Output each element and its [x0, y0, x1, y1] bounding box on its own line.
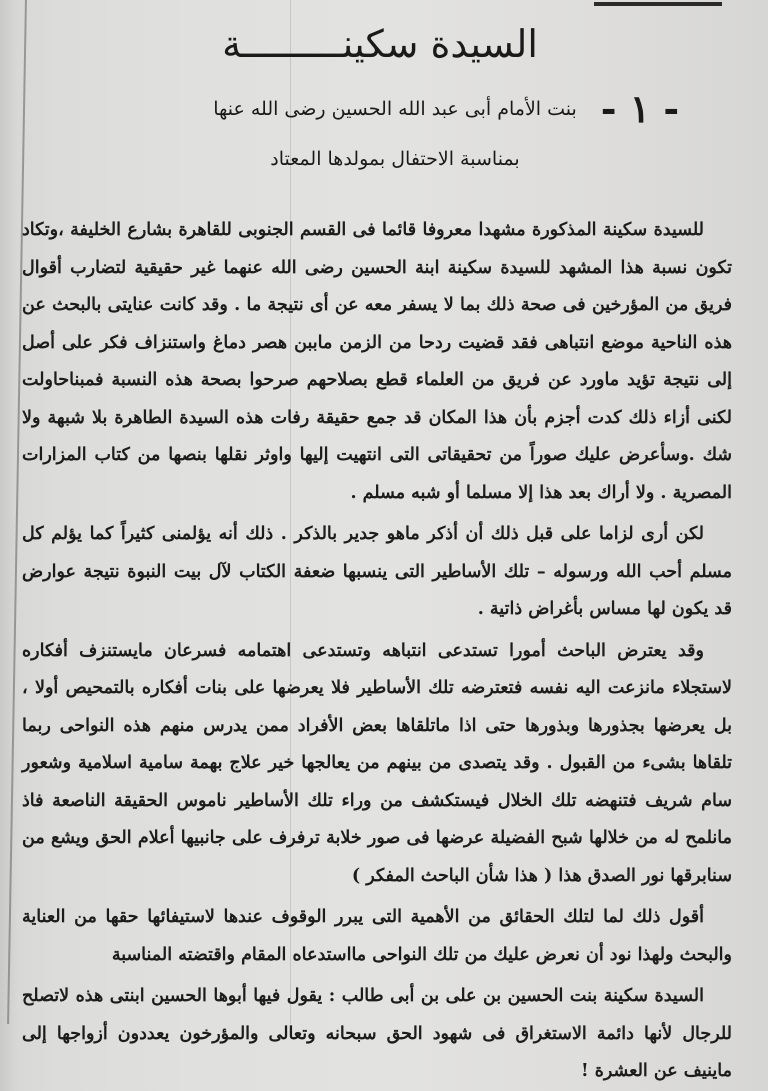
document-body	[22, 212, 732, 1091]
paragraph-4: أقول ذلك لما لتلك الحقائق من الأهمية التى يبرر الوقوف عندها لاستيفائها حقها من العناية والبحث ولهذا نود أن نعرض عليك من تلك النواحى مااستدعاه المقام واقتضته المناسبة	[22, 907, 732, 965]
chapter-number: - ١ -	[600, 86, 680, 131]
paragraph-1: للسيدة سكينة المذكورة مشهدا معروفا قائما فى القسم الجنوبى للقاهرة بشارع الخليفة ،وتكاد تكون نسبة هذا المشهد للسيدة سكينة ابنة الحسين رضى الله عنهما غير حقيقية لتضارب أقوال فريق من المؤرخين فى صحة ذلك بما لا يسفر معه عن أى نتيجة ما . وقد كانت عنايتى بالبحث عن هذه الناحية موضع انتباهى فقد قضيت ردحا من الزمن ماببن هصر دماغ واستنزاف فكر على أصل إلى نتيجة تؤيد ماورد عن فريق من العلماء قطع بصلاحهم صرحوا بصحة هذه النسبة فمبناحاولت لكنى أزاء ذلك كدت أجزم بأن هذا المكان قد جمع حقيقة رفات هذه السيدة الطاهرة بلا شبهة ولا شك .وسأعرض عليك صوراً من تحقيقاتى التى انتهيت إليها واوثر نقلها بنصها من كتاب المزارات المصرية . ولا أراك بعد هذا إلا مسلما أو شبه مسلم .	[22, 220, 732, 503]
page-title: السيدة سكينـــــــــة	[222, 22, 538, 66]
paragraph-2: لكن أرى لزاما على قبل ذلك أن أذكر ماهو جدير بالذكر . ذلك أنه يؤلمنى كثيراً كما يؤلم كل مسلم أحب الله ورسوله – تلك الأساطير التى ينسبها ضعفة الكتاب لآل بيت النبوة نتيجة عوارض قد يكون لها مساس بأغراض ذاتية .	[22, 524, 732, 619]
subtitle-line-1: بنت الأمام أبى عبد الله الحسين رضى الله عنها	[213, 98, 577, 120]
subtitle-line-2: بمناسبة الاحتفال بمولدها المعتاد	[270, 148, 520, 170]
paragraph-5: السيدة سكينة بنت الحسين بن على بن أبى طالب : يقول فيها أبوها الحسين ابنتى هذه لاتصلح للرجال لأنها دائمة الاستغراق فى شهود الحق سبحانه وتعالى والمؤرخون يعددون أزواجها إلى ماينيف عن العشرة !	[22, 986, 732, 1081]
top-rule	[594, 2, 722, 6]
paragraph-3: وقد يعترض الباحث أمورا تستدعى انتباهه وتستدعى اهتمامه فسرعان مايستنزف أفكاره لاستجلاء مانزعت اليه نفسه فتعترضه تلك الأساطير فلا يعرضها على بنات أفكاره بالتمحيص أولا ، بل يعرضها بجذورها وبذورها حتى اذا ماتلقاها بعض الأفراد ممن يدرس منهم هذه النواحى ربما تلقاها بشىء من القبول . وقد يتصدى من بينهم من يعالجها خير علاج بهمة سامية اسلامية وشعور سام شريف فتنهضه تلك الخلال فيستكشف من وراء تلك الأساطير ناموس الحقيقة الناصعة فاذ مانلمح له من خلالها شبح الفضيلة عرضها فى صور خلابة ترفرف على جانبيها أعلام الحق ويشع من سنابرقها نور الصدق هذا ( هذا شأن الباحث المفكر )	[22, 640, 732, 886]
